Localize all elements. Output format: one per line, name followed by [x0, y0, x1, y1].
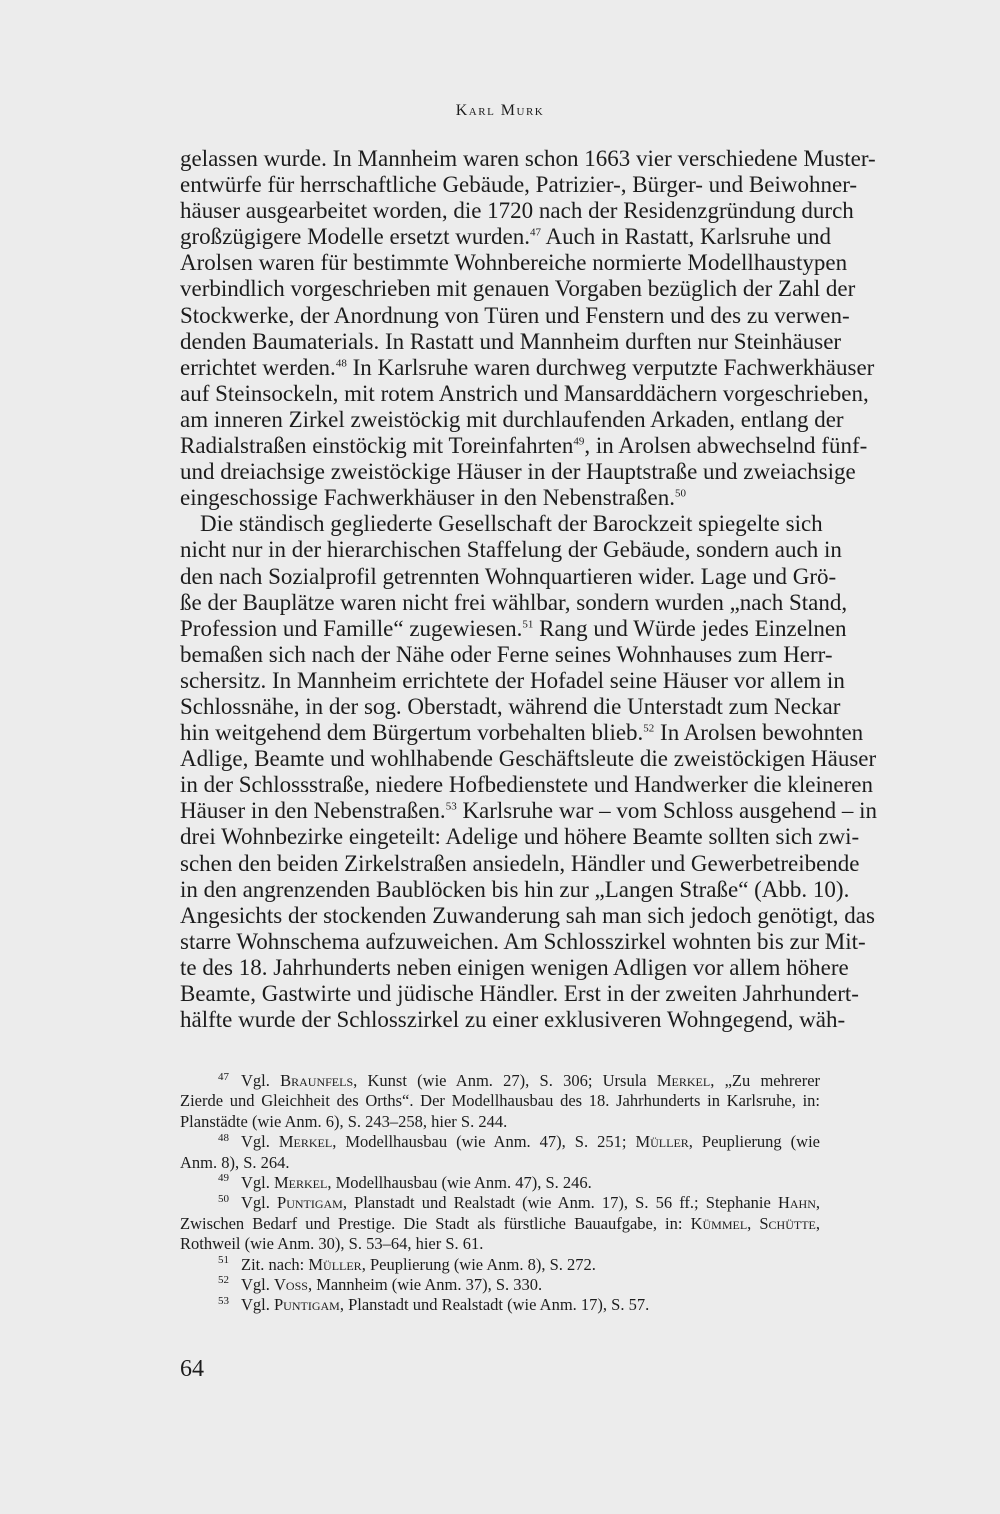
- body-line: te des 18. Jahrhunderts neben einigen wenigen Adligen vor allem höhere: [180, 954, 849, 980]
- body-text: [180, 146, 877, 1033]
- author-name: Merkel: [656, 1071, 711, 1090]
- author-name: Kümmel: [690, 1213, 748, 1233]
- body-line: entwürfe für herrschaftliche Gebäude, Patrizier-, Bürger- und Beiwohner-: [180, 172, 858, 198]
- body-line: Profession und Famille“ zugewiesen.$^{51}$ Rang und Würde jedes Einzelnen: [180, 615, 847, 641]
- author-name: Puntigam: [277, 1193, 343, 1213]
- footnote-number: 52: [218, 1274, 229, 1287]
- page-number: 64: [180, 1356, 204, 1382]
- body-line: schen den beiden Zirkelstraßen ansiedeln, Händler und Gewerbetreibende: [180, 850, 860, 876]
- body-line: Adlige, Beamte und wohlhabende Geschäftsleute die zweistöckigen Häuser: [180, 746, 877, 772]
- body-line: schersitz. In Mannheim errichtete der Hofadel seine Häuser vor allem in: [180, 667, 845, 693]
- author-name: Puntigam: [274, 1295, 340, 1315]
- footnote-number: 49: [218, 1172, 229, 1185]
- body-line: den nach Sozialprofil getrennten Wohnquartieren wider. Lage und Grö-: [180, 563, 837, 589]
- footnote-line: $^{50}$ Vgl. Puntigam, Planstadt und Realstadt (wie Anm. 17), S. 56 ff.; Stephanie Hahn,: [218, 1192, 821, 1213]
- footnote-ref: 51: [522, 618, 534, 631]
- footnote-number: 47: [218, 1070, 229, 1083]
- body-line: eingeschossige Fachwerkhäuser in den Nebenstraßen.$^{50}$: [180, 485, 686, 511]
- footnote-ref: 50: [674, 487, 686, 500]
- body-line: am inneren Zirkel zweistöckig mit durchlaufenden Arkaden, entlang der: [180, 406, 844, 432]
- author-name: Merkel: [274, 1172, 328, 1192]
- body-line: Arolsen waren für bestimmte Wohnbereiche normierte Modellhaustypen: [180, 250, 848, 276]
- footnote-ref: 49: [573, 435, 585, 448]
- footnote-line: Rothweil (wie Anm. 30), S. 53–64, hier S. 61.: [180, 1234, 484, 1254]
- footnote-line: $^{53}$ Vgl. Puntigam, Planstadt und Realstadt (wie Anm. 17), S. 57.: [218, 1294, 650, 1315]
- body-line: errichtet werden.$^{48}$ In Karlsruhe waren durchweg verputzte Fachwerkhäuser: [180, 354, 875, 380]
- footnotes: [180, 1071, 820, 1316]
- author-name: Müller: [308, 1254, 362, 1274]
- body-line: Die ständisch gegliederte Gesellschaft der Barockzeit spiegelte sich: [200, 511, 823, 537]
- body-line: verbindlich vorgeschrieben mit genauen Vorgaben bezüglich der Zahl der: [180, 276, 856, 302]
- footnote-line: $^{47}$ Vgl. Braunfels, Kunst (wie Anm. 27), S. 306; Ursula Merkel, „Zu mehrerer: [218, 1070, 821, 1090]
- body-line: großzügigere Modelle ersetzt wurden.$^{47}$ Auch in Rastatt, Karlsruhe und: [180, 224, 831, 250]
- body-line: starre Wohnschema aufzuweichen. Am Schlosszirkel wohnten bis zur Mit-: [180, 928, 866, 954]
- footnote-ref: 48: [335, 357, 347, 370]
- footnote-ref: 52: [643, 722, 655, 735]
- body-line: gelassen wurde. In Mannheim waren schon 1663 vier verschiedene Muster-: [180, 146, 876, 171]
- footnote-ref: 47: [529, 226, 541, 239]
- footnote-line: Planstädte (wie Anm. 6), S. 243–258, hier S. 244.: [180, 1111, 508, 1131]
- footnote-line: $^{52}$ Vgl. Voss, Mannheim (wie Anm. 37), S. 330.: [218, 1274, 543, 1294]
- body-line: nicht nur in der hierarchischen Staffelung der Gebäude, sondern auch in: [180, 537, 842, 563]
- footnote-number: 53: [218, 1294, 229, 1307]
- footnote-number: 51: [218, 1254, 229, 1267]
- footnote-line: Anm. 8), S. 264.: [180, 1152, 290, 1172]
- body-line: Radialstraßen einstöckig mit Toreinfahrten$^{49}$, in Arolsen abwechselnd fünf-: [180, 433, 868, 459]
- body-line: auf Steinsockeln, mit rotem Anstrich und Mansarddächern vorgeschrieben,: [180, 380, 869, 406]
- body-line: Angesichts der stockenden Zuwanderung sah man sich jedoch genötigt, das: [180, 902, 875, 928]
- body-line: drei Wohnbezirke eingeteilt: Adelige und höhere Beamte sollten sich zwi-: [180, 824, 860, 850]
- running-head: Karl Murk: [455, 102, 545, 119]
- footnote-line: $^{51}$ Zit. nach: Müller, Peuplierung (wie Anm. 8), S. 272.: [218, 1254, 596, 1274]
- author-name: Hahn: [777, 1193, 816, 1213]
- footnote-line: Zierde und Gleichheit des Orths“. Der Modellhausbau des 18. Jahrhunderts in Karlsruhe, in:: [180, 1091, 820, 1111]
- body-line: in der Schlossstraße, niedere Hofbedienstete und Handwerker die kleineren: [180, 772, 873, 798]
- body-line: Stockwerke, der Anordnung von Türen und Fenstern und des zu verwen-: [180, 302, 850, 328]
- body-line: Schlossnähe, in der sog. Oberstadt, während die Unterstadt zum Neckar: [180, 693, 841, 719]
- author-name: Braunfels: [280, 1071, 354, 1090]
- footnote-line: $^{48}$ Vgl. Merkel, Modellhausbau (wie Anm. 47), S. 251; Müller, Peuplierung (wie: [218, 1131, 820, 1152]
- body-line: und dreiachsige zweistöckige Häuser in der Hauptstraße und zweiachsige: [180, 459, 856, 485]
- body-line: bemaßen sich nach der Nähe oder Ferne seines Wohnhauses zum Herr-: [180, 641, 833, 667]
- body-line: Beamte, Gastwirte und jüdische Händler. Erst in der zweiten Jahrhundert-: [180, 981, 859, 1006]
- author-name: Merkel: [278, 1132, 333, 1152]
- body-line: häuser ausgearbeitet worden, die 1720 nach der Residenzgründung durch: [180, 198, 854, 224]
- footnote-line: $^{49}$ Vgl. Merkel, Modellhausbau (wie Anm. 47), S. 246.: [218, 1172, 592, 1192]
- body-line: ße der Bauplätze waren nicht frei wählbar, sondern wurden „nach Stand,: [180, 589, 848, 615]
- footnote-number: 48: [218, 1131, 229, 1144]
- author-name: Voss: [274, 1274, 308, 1294]
- footnote-ref: 53: [445, 800, 457, 813]
- body-line: hälfte wurde der Schlosszirkel zu einer exklusiveren Wohngegend, wäh-: [180, 1007, 846, 1033]
- body-line: hin weitgehend dem Bürgertum vorbehalten blieb.$^{52}$ In Arolsen bewohnten: [180, 720, 864, 746]
- body-line: denden Baumaterials. In Rastatt und Mannheim durften nur Steinhäuser: [180, 328, 842, 354]
- footnote-line: Zwischen Bedarf und Prestige. Die Stadt als fürstliche Bauaufgabe, in: Kümmel, Schütte,: [180, 1213, 820, 1233]
- footnote-number: 50: [218, 1192, 229, 1205]
- author-name: Müller: [635, 1132, 689, 1152]
- body-line: Häuser in den Nebenstraßen.$^{53}$ Karlsruhe war – vom Schloss ausgehend – in: [180, 798, 877, 824]
- author-name: Schütte: [759, 1213, 816, 1233]
- body-line: in den angrenzenden Baublöcken bis hin zur „Langen Straße“ (Abb. 10).: [180, 876, 850, 902]
